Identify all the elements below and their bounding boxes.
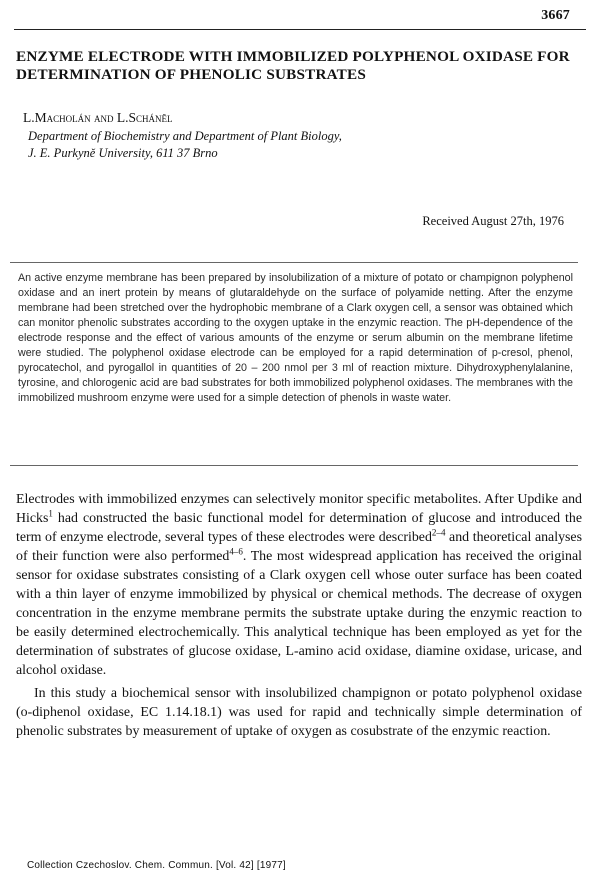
- body-paragraph-2: In this study a biochemical sensor with insolubilized champignon or potato polyphenol oxidase (o-diphenol oxidase, EC 1.14.18.1) was used for rapid and technically simple determination of phenolic substrates by measurement of uptake of oxygen as cosubstrate of the enzymic reaction.: [16, 686, 582, 739]
- body-text-run: Electrodes with immobilized enzymes can selectively monitor specific metabolites. After Updike and Hicks: [16, 492, 582, 526]
- body-text-run: . The most widespread application has received the original sensor for oxidase substrates consisting of a Clark oxygen cell whose outer surface has been coated with a thin layer of enzyme immobilized by physical or chemical methods. The decrease of oxygen concentration in the enzyme membrane permits the substrate uptake during the enzymic reaction to be easily determined electrochemically. This analytical technique has been employed as yet for the determination of substrates of glucose oxidase, L-amino acid oxidase, diamine oxidase, uricase, and alcohol oxidase.: [16, 549, 582, 678]
- journal-footer: Collection Czechoslov. Chem. Commun. [Vol. 42] [1977]: [27, 860, 286, 871]
- article-authors: L.Macholán and L.Schánĕl: [23, 110, 173, 125]
- affiliation: [28, 128, 342, 162]
- citation-superscript: 4–6: [229, 546, 243, 557]
- affiliation-line-1: Department of Biochemistry and Department of Plant Biology,: [28, 129, 342, 143]
- body-paragraph-1: [16, 490, 582, 680]
- body-text-run: had constructed the basic functional model for determination of glucose and introduced the term of enzyme electrode, several types of these electrodes were described: [16, 511, 582, 545]
- citation-superscript: 1: [48, 508, 53, 519]
- page-number: 3667: [541, 8, 570, 23]
- affiliation-line-2: J. E. Purkyně University, 611 37 Brno: [28, 146, 218, 160]
- article-body: [16, 490, 582, 741]
- body-text-run: and theoretical analyses of their function were also performed: [16, 530, 582, 564]
- citation-superscript: 2–4: [431, 527, 446, 538]
- received-date: Received August 27th, 1976: [422, 214, 564, 228]
- article-title: ENZYME ELECTRODE WITH IMMOBILIZED POLYPHENOL OXIDASE FOR DETERMINATION OF PHENOLIC SUBSTRATES: [16, 48, 570, 83]
- header-rule: [14, 29, 586, 30]
- abstract: An active enzyme membrane has been prepared by insolubilization of a mixture of potato or champignon polyphenol oxidase and an inert protein by means of glutaraldehyde on the surface of polyamide netting. After the enzyme membrane had been stretched over the hydrophobic membrane of a Clark oxygen cell, a sensor was obtained which can monitor phenolic substrates according to the oxygen uptake in the enzymic reaction. The pH-dependence of the electrode response and the effect of various amounts of the enzyme or serum albumin on the membrane lifetime were studied. The polyphenol oxidase electrode can be employed for a rapid determination of p-cresol, phenol, pyrocatechol, and pyrogallol in quantities of 20 – 200 nmol per 3 ml of reaction mixture. Dihydroxyphenylalanine, tyrosine, and chlorogenic acid are bad substrates for both immobilized polyphenol oxidases. The membranes with the immobilized mushroom enzyme were used for a simple detection of phenols in waste water.: [18, 272, 573, 404]
